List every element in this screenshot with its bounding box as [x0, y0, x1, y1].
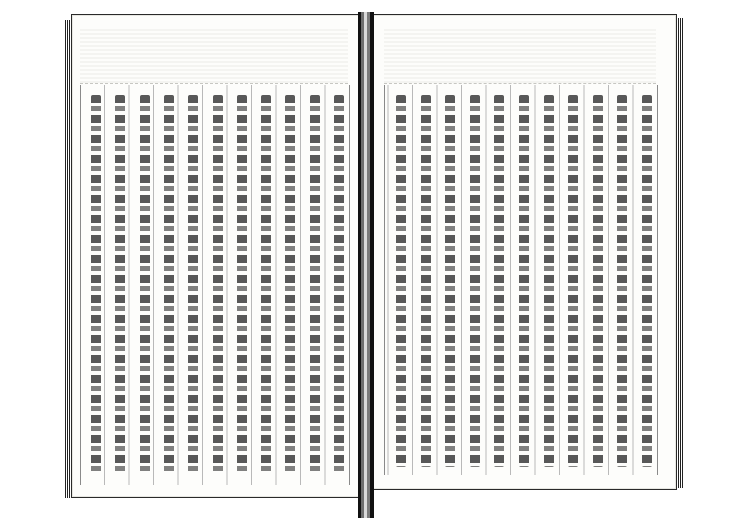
left_page-column-handwriting: [115, 95, 125, 475]
left-page-header-area: [80, 27, 348, 84]
left_page-column-handwriting: [285, 95, 295, 475]
right_page-column-handwriting: [593, 95, 603, 467]
left_page-column-handwriting: [188, 95, 198, 475]
left_page-column-handwriting: [213, 95, 223, 475]
right_page-column-handwriting: [544, 95, 554, 467]
right_page-column-handwriting: [396, 95, 406, 467]
left_page-column-handwriting: [237, 95, 247, 475]
right_page-column-handwriting: [642, 95, 652, 467]
right_page-column-handwriting: [470, 95, 480, 467]
left_page-column-handwriting: [91, 95, 101, 475]
right_page-column-handwriting: [617, 95, 627, 467]
right_page-column-handwriting: [445, 95, 455, 467]
right_page-column-handwriting: [519, 95, 529, 467]
right-page-header-area: [384, 27, 656, 84]
right_page-column-handwriting: [568, 95, 578, 467]
left_page-column-handwriting: [140, 95, 150, 475]
left_page-column-handwriting: [334, 95, 344, 475]
right-page: [372, 14, 677, 490]
right-page-edge: [676, 18, 683, 488]
left-page: [71, 14, 362, 498]
left_page-column-handwriting: [164, 95, 174, 475]
left_page-column-handwriting: [261, 95, 271, 475]
right_page-column-handwriting: [421, 95, 431, 467]
left_page-column-handwriting: [310, 95, 320, 475]
book-spine: [358, 12, 374, 518]
right_page-column-handwriting: [494, 95, 504, 467]
